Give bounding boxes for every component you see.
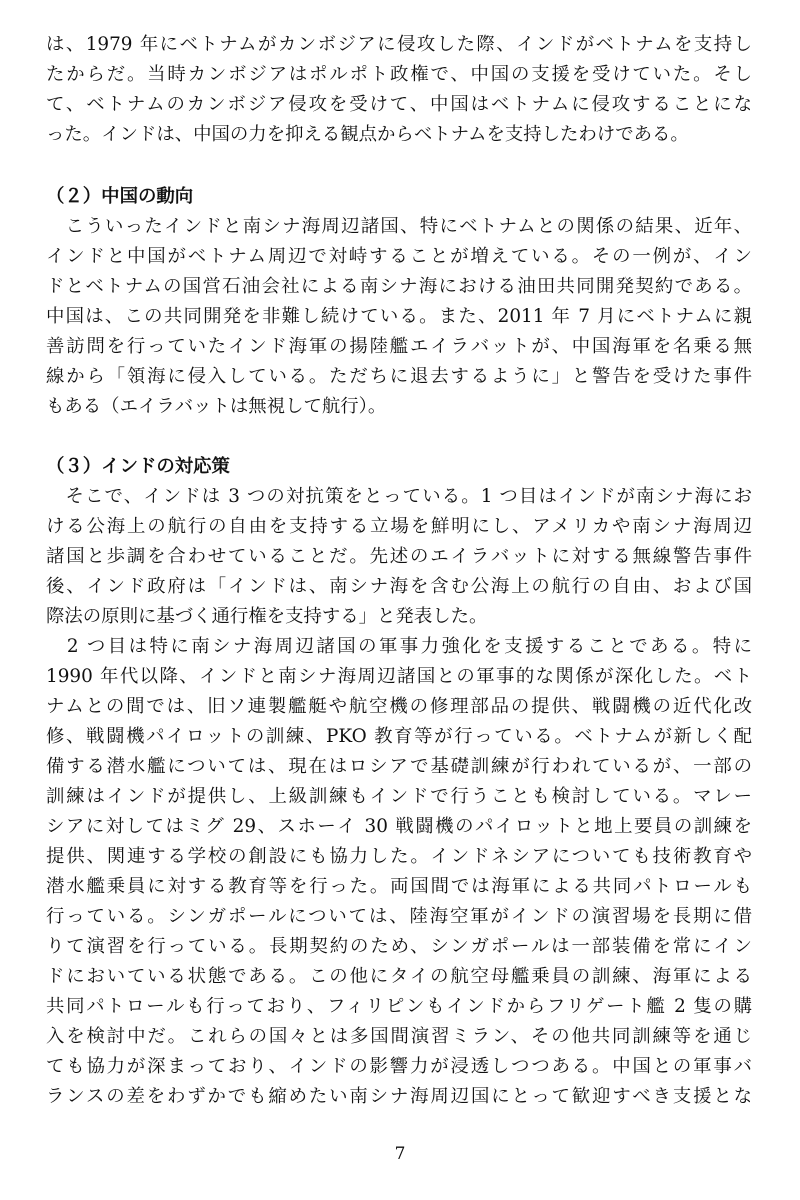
text-line: 諸国と歩調を合わせていることだ。先述のエイラバットに対する無線警告事件 bbox=[46, 546, 752, 567]
text-line: りて演習を行っている。長期契約のため、シンガポールは一部装備を常にイン bbox=[46, 936, 752, 957]
text-line: ける公海上の航行の自由を支持する立場を鮮明にし、アメリカや南シナ海周辺 bbox=[46, 516, 752, 537]
text-line: 入を検討中だ。これらの国々とは多国間演習ミラン、その他共同訓練等を通じ bbox=[46, 1026, 752, 1047]
page-number: 7 bbox=[394, 1144, 406, 1164]
text-line: 善訪問を行っていたインド海軍の揚陸艦エイラバットが、中国海軍を名乗る無 bbox=[46, 336, 752, 357]
text-line: ドにおいている状態である。この他にタイの航空母艦乗員の訓練、海軍による bbox=[46, 966, 752, 987]
text-line: ドとベトナムの国営石油会社による南シナ海における油田共同開発契約である。 bbox=[46, 276, 752, 297]
text-line: 際法の原則に基づく通行権を支持する」と発表した。 bbox=[46, 606, 488, 627]
text-line: 提供、関連する学校の創設にも協力した。インドネシアについても技術教育や bbox=[46, 846, 752, 867]
text-line: シアに対してはミグ 29、スホーイ 30 戦闘機のパイロットと地上要員の訓練を bbox=[46, 816, 752, 837]
text-line: て、ベトナムのカンボジア侵攻を受けて、中国はベトナムに侵攻することにな bbox=[46, 94, 752, 115]
text-line: 備する潜水艦については、現在はロシアで基礎訓練が行われているが、一部の bbox=[46, 756, 752, 777]
text-line: 訓練はインドが提供し、上級訓練もインドで行うことも検討している。マレー bbox=[46, 786, 752, 807]
text-line: 2 つ目は特に南シナ海周辺諸国の軍事力強化を支援することである。特に bbox=[46, 636, 752, 657]
text-line: たからだ。当時カンボジアはポルポト政権で、中国の支援を受けていた。そし bbox=[46, 64, 752, 85]
text-line: 中国は、この共同開発を非難し続けている。また、2011 年 7 月にベトナムに親 bbox=[46, 306, 752, 327]
text-line: 1990 年代以降、インドと南シナ海周辺諸国との軍事的な関係が深化した。ベト bbox=[46, 666, 752, 687]
text-line: ナムとの間では、旧ソ連製艦艇や航空機の修理部品の提供、戦闘機の近代化改 bbox=[46, 696, 752, 717]
text-line: ランスの差をわずかでも縮めたい南シナ海周辺国にとって歓迎すべき支援とな bbox=[46, 1086, 752, 1107]
text-line: 行っている。シンガポールについては、陸海空軍がインドの演習場を長期に借 bbox=[46, 906, 752, 927]
text-line: インドと中国がベトナム周辺で対峙することが増えている。その一例が、イン bbox=[46, 246, 752, 267]
text-line: ても協力が深まっており、インドの影響力が浸透しつつある。中国との軍事バ bbox=[46, 1056, 752, 1077]
text-line: 線から「領海に侵入している。ただちに退去するように」と警告を受けた事件 bbox=[46, 366, 752, 387]
text-line: 修、戦闘機パイロットの訓練、PKO 教育等が行っている。ベトナムが新しく配 bbox=[46, 726, 752, 747]
section-heading-china-trends: （２）中国の動向 bbox=[46, 186, 194, 207]
text-line: は、1979 年にベトナムがカンボジアに侵攻した際、インドがベトナムを支持し bbox=[46, 34, 752, 55]
text-line: った。インドは、中国の力を抑える観点からベトナムを支持したわけである。 bbox=[46, 124, 689, 145]
section-heading-india-countermeasures: （３）インドの対応策 bbox=[46, 456, 230, 477]
text-line: もある（エイラバットは無視して航行）。 bbox=[46, 396, 387, 417]
text-line: こういったインドと南シナ海周辺諸国、特にベトナムとの関係の結果、近年、 bbox=[46, 216, 752, 237]
text-line: 共同パトロールも行っており、フィリピンもインドからフリゲート艦 2 隻の購 bbox=[46, 996, 752, 1017]
text-line: 潜水艦乗員に対する教育等を行った。両国間では海軍による共同パトロールも bbox=[46, 876, 752, 897]
text-line: そこで、インドは 3 つの対抗策をとっている。1 つ目はインドが南シナ海にお bbox=[46, 486, 752, 507]
text-line: 後、インド政府は「インドは、南シナ海を含む公海上の航行の自由、および国 bbox=[46, 576, 752, 597]
